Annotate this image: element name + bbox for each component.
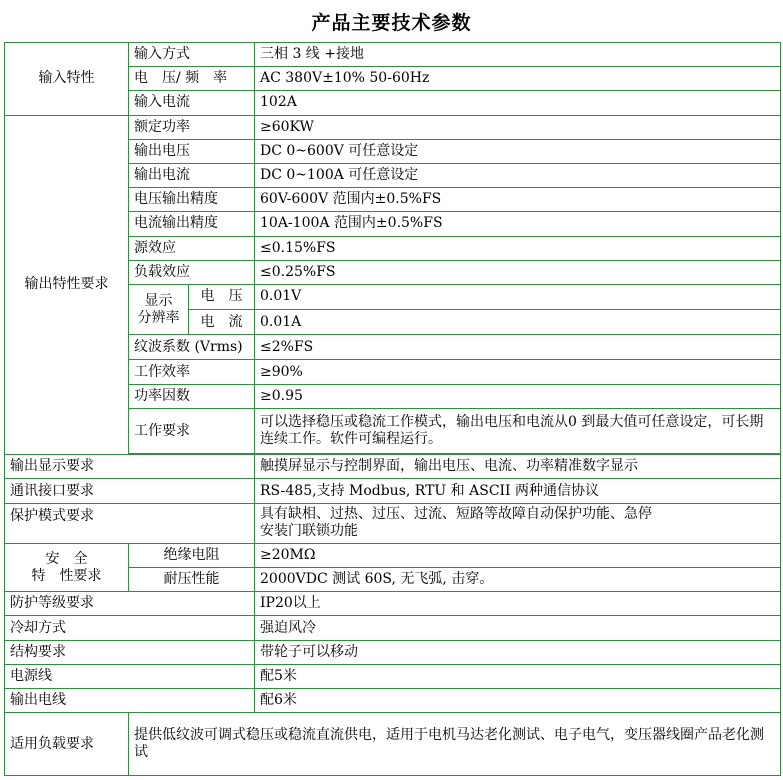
spec-table	[4, 42, 781, 776]
param-label: 输入电流	[129, 91, 255, 115]
param-value: 提供低纹波可调式稳压或稳流直流供电，适用于电机马达老化测试、电子电气，变压器线圈产品老化测试	[129, 713, 781, 776]
param-value: 配5米	[255, 664, 781, 688]
param-label: 纹波系数 (Vrms)	[129, 335, 255, 360]
param-value: 102A	[255, 91, 781, 115]
param-label: 输出电流	[129, 163, 255, 187]
param-label: 输入方式	[129, 43, 255, 67]
param-label: 绝缘电阻	[129, 543, 255, 567]
table-row	[5, 115, 781, 139]
param-label: 电源线	[5, 664, 255, 688]
param-label: 冷却方式	[5, 616, 255, 640]
param-label: 通讯接口要求	[5, 479, 255, 503]
group-label-safety	[5, 543, 129, 591]
param-value: ≤0.15%FS	[255, 236, 781, 260]
param-label: 电压输出精度	[129, 188, 255, 212]
param-label: 输出显示要求	[5, 455, 255, 479]
param-label: 电 流	[189, 310, 255, 335]
param-value: ≥90%	[255, 360, 781, 384]
param-label: 功率因数	[129, 384, 255, 408]
resolution-label-line1: 显示	[144, 292, 173, 309]
param-value: AC 380V±10% 50-60Hz	[255, 67, 781, 91]
param-label: 电 压	[189, 284, 255, 309]
param-value: 强迫风冷	[255, 616, 781, 640]
table-row	[5, 616, 781, 640]
param-value: 0.01V	[255, 284, 781, 309]
table-row	[5, 43, 781, 67]
param-label: 负载效应	[129, 260, 255, 284]
param-value: DC 0~100A 可任意设定	[255, 163, 781, 187]
table-row	[5, 543, 781, 567]
table-row	[5, 713, 781, 776]
param-label: 适用负载要求	[5, 713, 129, 776]
param-value: ≤0.25%FS	[255, 260, 781, 284]
param-label: 电 压/ 频 率	[129, 67, 255, 91]
param-value: ≥60KW	[255, 115, 781, 139]
resolution-label-line2: 分辨率	[137, 309, 180, 326]
param-value	[255, 503, 781, 543]
param-value: ≥0.95	[255, 384, 781, 408]
safety-label-line2: 特 性要求	[31, 567, 102, 584]
param-value: ≥20MΩ	[255, 543, 781, 567]
group-label-input: 输入特性	[5, 43, 129, 116]
protect-line1: 具有缺相、过热、过压、过流、短路等故障自动保护功能、急停	[260, 506, 652, 523]
param-value: 带轮子可以移动	[255, 640, 781, 664]
group-label-output: 输出特性要求	[5, 115, 129, 455]
param-value: IP20以上	[255, 592, 781, 616]
param-value: 触摸屏显示与控制界面，输出电压、电流、功率精准数字显示	[255, 455, 781, 479]
param-value: 10A-100A 范围内±0.5%FS	[255, 212, 781, 236]
param-value: ≤2%FS	[255, 335, 781, 360]
param-value: 可以选择稳压或稳流工作模式，输出电压和电流从0 到最大值可任意设定，可长期连续工作。软件可编程运行。	[255, 408, 781, 453]
table-row	[5, 503, 781, 543]
param-value: 0.01A	[255, 310, 781, 335]
param-label: 耐压性能	[129, 568, 255, 592]
param-label: 防护等级要求	[5, 592, 255, 616]
table-row	[5, 640, 781, 664]
param-label: 额定功率	[129, 115, 255, 139]
table-row	[5, 689, 781, 713]
table-row	[5, 592, 781, 616]
resolution-label	[129, 284, 189, 334]
param-label: 输出电线	[5, 689, 255, 713]
param-value: 2000VDC 测试 60S, 无飞弧, 击穿。	[255, 568, 781, 592]
param-label: 源效应	[129, 236, 255, 260]
param-label: 结构要求	[5, 640, 255, 664]
param-label: 输出电压	[129, 139, 255, 163]
page-title: 产品主要技术参数	[311, 12, 472, 34]
param-value: 配6米	[255, 689, 781, 713]
table-row	[5, 479, 781, 503]
param-value: 60V-600V 范围内±0.5%FS	[255, 188, 781, 212]
param-label: 保护模式要求	[5, 503, 255, 543]
param-value: 三相 3 线 +接地	[255, 43, 781, 67]
param-label: 工作要求	[129, 408, 255, 453]
param-label: 电流输出精度	[129, 212, 255, 236]
table-row	[5, 455, 781, 479]
param-value: RS-485,支持 Modbus, RTU 和 ASCII 两种通信协议	[255, 479, 781, 503]
table-row	[5, 664, 781, 688]
param-label: 工作效率	[129, 360, 255, 384]
safety-label-line1: 安 全	[45, 550, 88, 567]
protect-line2: 安装门联锁功能	[260, 523, 358, 540]
param-value: DC 0~600V 可任意设定	[255, 139, 781, 163]
